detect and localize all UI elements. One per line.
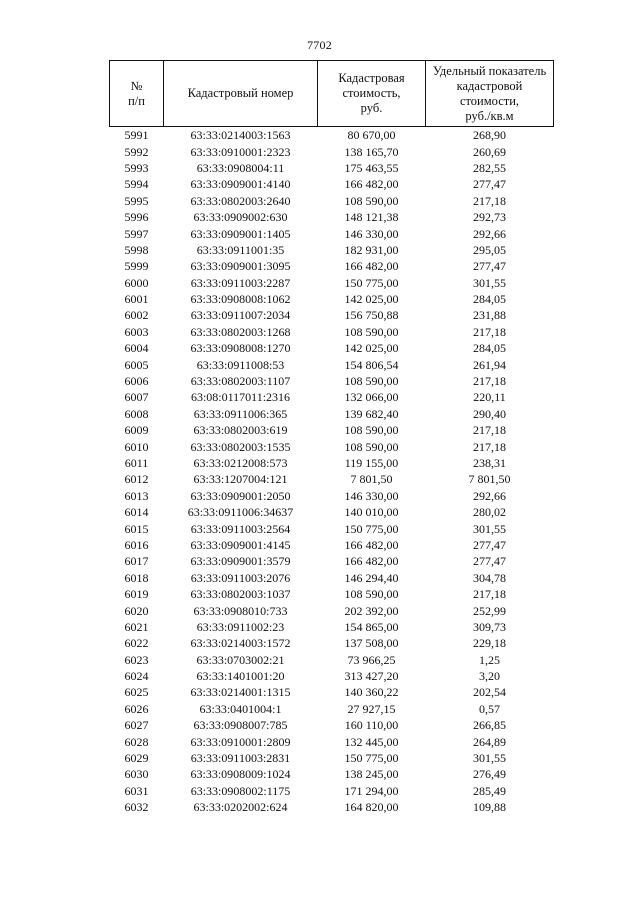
cell-cadastral-number: 63:33:0214003:1572: [190, 636, 291, 651]
cell-number: 6024: [124, 669, 149, 684]
cell-number: 6019: [124, 587, 149, 602]
cell-cadastral-number: 63:33:0214003:1563: [190, 128, 291, 143]
table-row: [110, 520, 554, 536]
table-row: [110, 471, 554, 487]
cell-number: 6009: [124, 423, 149, 438]
cell-specific-indicator: 238,31: [473, 456, 506, 470]
cell-number: 6031: [124, 783, 149, 798]
cell-number: 6003: [124, 324, 149, 339]
cell-cadastral-value: 166 482,00: [344, 177, 399, 192]
cell-number: 6010: [124, 439, 149, 454]
cell-number: 6028: [124, 734, 149, 749]
table-row: [110, 258, 554, 274]
cell-specific-indicator: 309,73: [473, 619, 506, 634]
cell-cadastral-value: 27 927,15: [347, 701, 396, 716]
table-row: [110, 537, 554, 553]
cell-cadastral-number: 63:33:0911007:2034: [190, 308, 291, 323]
cell-cadastral-number: 63:33:0909001:3579: [190, 554, 291, 569]
cell-cadastral-value: 7 801,50: [350, 472, 393, 487]
cell-cadastral-number: 63:33:0911002:23: [196, 619, 285, 634]
cell-number: 6023: [124, 652, 149, 667]
cell-cadastral-number: 63:33:0908008:1062: [190, 292, 291, 307]
table-row: [110, 635, 554, 651]
cell-specific-indicator: 261,94: [473, 357, 506, 372]
cell-number: 6018: [124, 570, 149, 585]
table-row: [110, 324, 554, 340]
cell-cadastral-value: 73 966,25: [347, 652, 396, 667]
cell-cadastral-value: 171 294,00: [344, 783, 399, 798]
cell-cadastral-number: 63:33:0802003:619: [193, 423, 288, 438]
cell-cadastral-number: 63:33:1401001:20: [196, 669, 285, 684]
cell-cadastral-number: 63:33:0802003:1535: [190, 439, 291, 454]
cell-number: 6001: [124, 292, 149, 307]
cell-number: 6004: [124, 341, 149, 356]
table-body: [110, 127, 554, 816]
cell-number: 6022: [124, 636, 149, 651]
cell-cadastral-number: 63:33:0401004:1: [199, 701, 282, 716]
cell-cadastral-value: 140 010,00: [344, 505, 399, 520]
cell-cadastral-number: 63:33:0911006:34637: [187, 505, 294, 520]
table-row: [110, 652, 554, 668]
cell-number: 6025: [124, 685, 149, 700]
cell-cadastral-number: 63:33:0908009:1024: [190, 767, 291, 782]
cell-number: 6014: [124, 505, 149, 520]
table-row: [110, 733, 554, 749]
cell-cadastral-number: 63:33:0703002:21: [196, 652, 285, 667]
cell-specific-indicator: 3,20: [479, 669, 500, 684]
cell-cadastral-number: 63:33:0802003:1037: [190, 587, 291, 602]
header-cadastral-number: Кадастровый номер: [164, 61, 318, 127]
cell-specific-indicator: 217,18: [473, 324, 506, 339]
cell-specific-indicator: 276,49: [473, 767, 506, 782]
table-row: [110, 553, 554, 569]
cell-number: 6029: [124, 751, 149, 766]
table-row: [110, 717, 554, 733]
cell-specific-indicator: 277,47: [473, 554, 506, 569]
table-row: [110, 275, 554, 291]
cell-specific-indicator: 277,47: [473, 259, 506, 274]
cell-number: 6020: [124, 603, 149, 618]
cell-number: 6006: [124, 374, 149, 389]
cell-cadastral-value: 164 820,00: [344, 800, 399, 815]
cell-cadastral-value: 108 590,00: [344, 324, 399, 339]
cell-specific-indicator: 282,55: [473, 160, 506, 175]
cell-cadastral-value: 166 482,00: [344, 259, 399, 274]
cell-cadastral-number: 63:33:0911003:2287: [190, 275, 291, 290]
cell-cadastral-number: 63:33:0908004:11: [196, 160, 285, 175]
cell-cadastral-value: 150 775,00: [344, 521, 399, 536]
cell-specific-indicator: 277,47: [473, 177, 506, 192]
cell-number: 5993: [124, 160, 149, 175]
cell-cadastral-number: 63:33:0911008:53: [196, 357, 285, 372]
table-row: [110, 176, 554, 192]
cell-specific-indicator: 231,88: [473, 308, 506, 323]
cell-cadastral-value: 132 066,00: [344, 390, 399, 405]
cell-specific-indicator: 260,69: [473, 144, 506, 159]
cell-specific-indicator: 7 801,50: [468, 472, 511, 487]
cell-cadastral-value: 150 775,00: [344, 751, 399, 766]
table-row: [110, 127, 554, 144]
cell-cadastral-value: 138 245,00: [344, 767, 399, 782]
cell-number: 6005: [124, 357, 149, 372]
cell-specific-indicator: 285,49: [473, 783, 506, 798]
cell-specific-indicator: 217,18: [473, 587, 506, 602]
cell-specific-indicator: 301,55: [473, 275, 506, 290]
cell-number: 5992: [124, 144, 149, 159]
cell-cadastral-number: 63:33:0911003:2831: [190, 751, 291, 766]
cell-specific-indicator: 292,73: [473, 210, 506, 225]
cell-cadastral-value: 140 360,22: [344, 685, 399, 700]
cell-specific-indicator: 220,11: [473, 390, 506, 405]
cell-cadastral-value: 108 590,00: [344, 423, 399, 438]
cell-specific-indicator: 295,05: [473, 242, 506, 257]
cell-cadastral-value: 137 508,00: [344, 636, 399, 651]
cell-cadastral-value: 202 392,00: [344, 603, 399, 618]
cell-number: 5999: [124, 259, 149, 274]
table-row: [110, 242, 554, 258]
cell-number: 6021: [124, 619, 149, 634]
table-row: [110, 291, 554, 307]
cell-cadastral-value: 150 775,00: [344, 275, 399, 290]
cell-number: 6012: [124, 472, 149, 487]
table-row: [110, 701, 554, 717]
cell-cadastral-number: 63:33:0909001:4145: [190, 537, 291, 552]
cell-cadastral-value: 156 750,88: [344, 308, 399, 323]
cell-number: 6030: [124, 767, 149, 782]
cell-specific-indicator: 1,25: [479, 652, 500, 667]
cell-cadastral-value: 146 294,40: [344, 570, 399, 585]
cell-cadastral-value: 148 121,38: [344, 210, 399, 225]
cell-cadastral-value: 108 590,00: [344, 439, 399, 454]
cell-number: 5998: [124, 242, 149, 257]
cell-specific-indicator: 266,85: [473, 718, 506, 733]
cell-number: 6032: [124, 800, 149, 815]
cell-cadastral-number: 63:33:0802003:2640: [190, 193, 291, 208]
cell-cadastral-number: 63:33:0911001:35: [196, 242, 285, 257]
cell-number: 5994: [124, 177, 149, 192]
cell-cadastral-number: 63:33:1207004:121: [193, 472, 288, 487]
cell-cadastral-number: 63:33:0910001:2809: [190, 734, 291, 749]
table-row: [110, 373, 554, 389]
cell-cadastral-value: 108 590,00: [344, 193, 399, 208]
cell-cadastral-number: 63:33:0802003:1107: [190, 374, 291, 389]
cell-number: 5997: [124, 226, 149, 241]
table-row: [110, 455, 554, 471]
cell-cadastral-value: 119 155,00: [344, 456, 399, 470]
cell-number: 6017: [124, 554, 149, 569]
cell-cadastral-number: 63:33:0212008:573: [193, 456, 288, 470]
cell-specific-indicator: 109,88: [473, 800, 506, 815]
cell-cadastral-value: 166 482,00: [344, 554, 399, 569]
table-row: [110, 143, 554, 159]
cell-specific-indicator: 290,40: [473, 406, 506, 421]
table-row: [110, 619, 554, 635]
cell-specific-indicator: 229,18: [473, 636, 506, 651]
cell-cadastral-value: 166 482,00: [344, 537, 399, 552]
cell-cadastral-number: 63:33:0214001:1315: [190, 685, 291, 700]
cell-cadastral-value: 175 463,55: [344, 160, 399, 175]
cell-cadastral-value: 139 682,40: [344, 406, 399, 421]
cell-specific-indicator: 301,55: [473, 521, 506, 536]
cell-cadastral-value: 146 330,00: [344, 488, 399, 503]
table-header: [110, 61, 554, 127]
cell-cadastral-value: 142 025,00: [344, 292, 399, 307]
cell-cadastral-number: 63:33:0802003:1268: [190, 324, 291, 339]
cell-specific-indicator: 268,90: [473, 128, 506, 143]
cell-number: 6013: [124, 488, 149, 503]
table-row: [110, 684, 554, 700]
cell-specific-indicator: 0,57: [479, 701, 500, 716]
cell-cadastral-number: 63:33:0909001:4140: [190, 177, 291, 192]
cell-cadastral-value: 138 165,70: [344, 144, 399, 159]
cell-cadastral-number: 63:33:0908010:733: [193, 603, 288, 618]
cell-specific-indicator: 284,05: [473, 341, 506, 356]
cell-number: 6026: [124, 701, 149, 716]
cell-cadastral-number: 63:33:0909002:630: [193, 210, 288, 225]
cell-cadastral-value: 80 670,00: [347, 128, 396, 143]
cell-cadastral-value: 154 806,54: [344, 357, 399, 372]
cell-specific-indicator: 304,78: [473, 570, 506, 585]
cell-number: 6015: [124, 521, 149, 536]
cell-cadastral-number: 63:33:0909001:1405: [190, 226, 291, 241]
cell-cadastral-value: 146 330,00: [344, 226, 399, 241]
cell-specific-indicator: 284,05: [473, 292, 506, 307]
cell-cadastral-number: 63:33:0909001:2050: [190, 488, 291, 503]
cell-cadastral-number: 63:33:0908002:1175: [190, 783, 291, 798]
cell-specific-indicator: 252,99: [473, 603, 506, 618]
table-row: [110, 422, 554, 438]
cell-number: 6008: [124, 406, 149, 421]
cell-number: 6011: [124, 456, 149, 470]
table-row: [110, 504, 554, 520]
cell-specific-indicator: 202,54: [473, 685, 506, 700]
cell-cadastral-value: 142 025,00: [344, 341, 399, 356]
cell-number: 6000: [124, 275, 149, 290]
cell-cadastral-value: 160 110,00: [344, 718, 399, 733]
table-row: [110, 488, 554, 504]
cell-cadastral-number: 63:33:0909001:3095: [190, 259, 291, 274]
header-row: [110, 61, 554, 127]
cadastral-value-table: [109, 60, 554, 815]
cell-number: 5996: [124, 210, 149, 225]
cell-specific-indicator: 301,55: [473, 751, 506, 766]
cell-number: 6027: [124, 718, 149, 733]
table-row: [110, 307, 554, 323]
cell-number: 5995: [124, 193, 149, 208]
header-specific-indicator: Удельный показатель кадастровой стоимости, руб./кв.м: [426, 61, 554, 127]
cell-cadastral-value: 182 931,00: [344, 242, 399, 257]
table-row: [110, 209, 554, 225]
cell-cadastral-number: 63:33:0911006:365: [193, 406, 288, 421]
cell-specific-indicator: 264,89: [473, 734, 506, 749]
table-row: [110, 799, 554, 815]
table-row: [110, 783, 554, 799]
cell-specific-indicator: 277,47: [473, 537, 506, 552]
table-row: [110, 750, 554, 766]
table-row: [110, 586, 554, 602]
cell-number: 6016: [124, 537, 149, 552]
table-row: [110, 438, 554, 454]
table-row: [110, 602, 554, 618]
table-row: [110, 570, 554, 586]
table-row: [110, 406, 554, 422]
cell-cadastral-value: 132 445,00: [344, 734, 399, 749]
table-row: [110, 193, 554, 209]
cell-specific-indicator: 280,02: [473, 505, 506, 520]
cell-cadastral-value: 313 427,20: [344, 669, 399, 684]
cell-cadastral-value: 108 590,00: [344, 374, 399, 389]
cell-cadastral-value: 108 590,00: [344, 587, 399, 602]
cell-specific-indicator: 217,18: [473, 439, 506, 454]
page-number: 7702: [307, 38, 332, 52]
header-number: № п/п: [110, 61, 164, 127]
cell-cadastral-number: 63:08:0117011:2316: [190, 390, 291, 405]
cell-cadastral-number: 63:33:0202002:624: [193, 800, 288, 815]
cell-specific-indicator: 217,18: [473, 374, 506, 389]
cell-cadastral-number: 63:33:0908008:1270: [190, 341, 291, 356]
table-row: [110, 160, 554, 176]
table-row: [110, 766, 554, 782]
cell-specific-indicator: 292,66: [473, 488, 506, 503]
cell-cadastral-number: 63:33:0911003:2564: [190, 521, 291, 536]
cell-cadastral-number: 63:33:0911003:2076: [190, 570, 291, 585]
cell-cadastral-number: 63:33:0910001:2323: [190, 144, 291, 159]
header-cadastral-value: Кадастровая стоимость, руб.: [318, 61, 426, 127]
cell-number: 6007: [124, 390, 149, 405]
cell-specific-indicator: 217,18: [473, 423, 506, 438]
cell-cadastral-number: 63:33:0908007:785: [193, 718, 288, 733]
cell-specific-indicator: 292,66: [473, 226, 506, 241]
cell-number: 5991: [124, 128, 149, 143]
table-row: [110, 668, 554, 684]
cell-number: 6002: [124, 308, 149, 323]
table-row: [110, 225, 554, 241]
table-row: [110, 356, 554, 372]
table-row: [110, 389, 554, 405]
cell-specific-indicator: 217,18: [473, 193, 506, 208]
cell-cadastral-value: 154 865,00: [344, 619, 399, 634]
table-row: [110, 340, 554, 356]
